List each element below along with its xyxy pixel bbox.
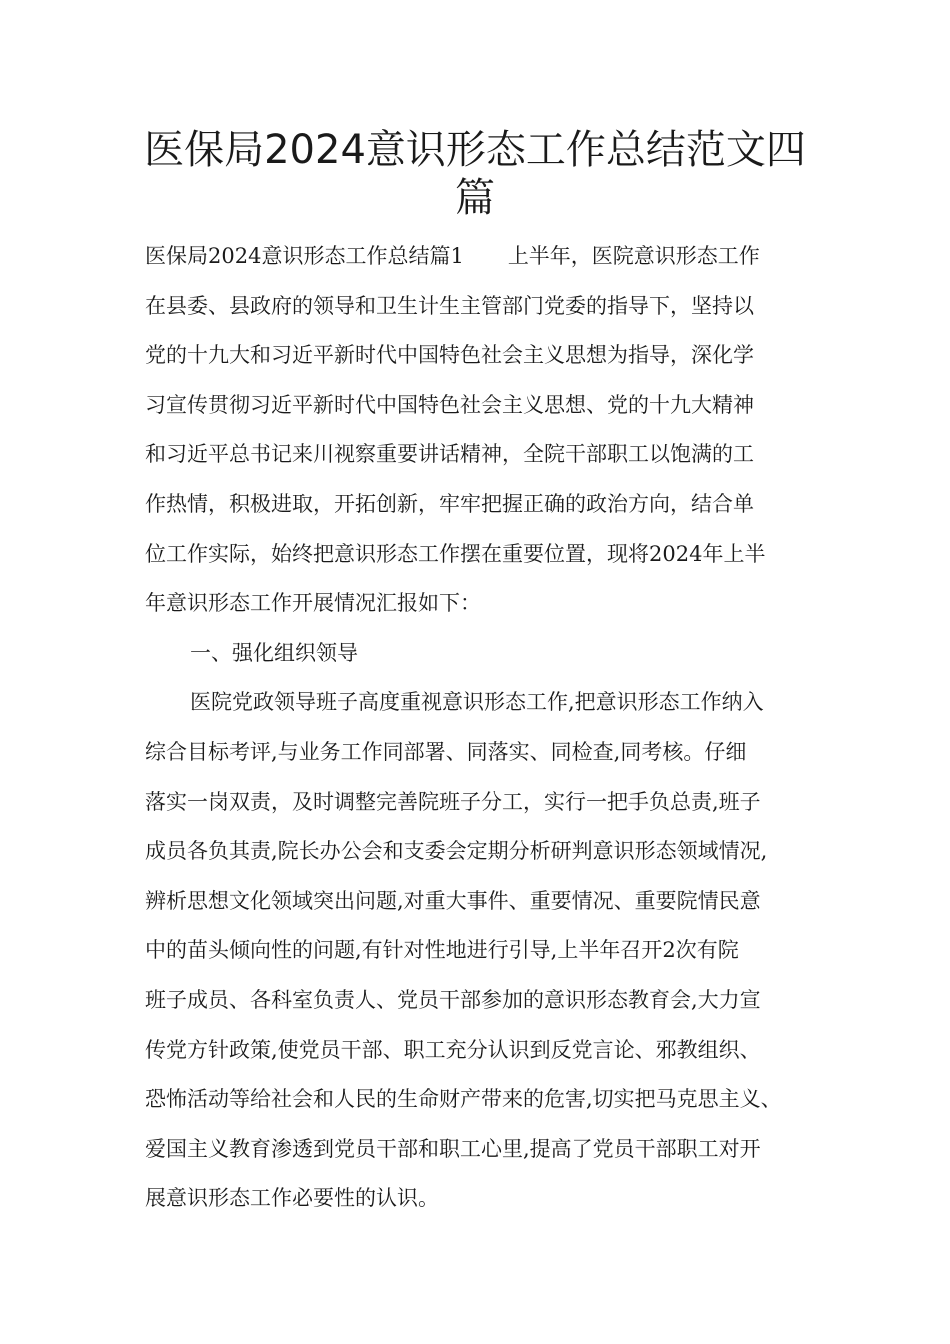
document-body	[145, 232, 825, 1224]
paragraph-line: 展意识形态工作必要性的认识。	[145, 1186, 439, 1211]
paragraph-line: 班子成员、各科室负责人、党员干部参加的意识形态教育会,大力宣	[145, 987, 761, 1012]
section-heading: 一、强化组织领导	[190, 640, 358, 665]
paragraph-first-line: 医院党政领导班子高度重视意识形态工作,把意识形态工作纳入	[190, 690, 764, 715]
paragraph-line: 爱国主义教育渗透到党员干部和职工心里,提高了党员干部职工对开	[145, 1136, 761, 1161]
paragraph-line: 中的苗头倾向性的问题,有针对性地进行引导,上半年召开2次有院	[145, 938, 739, 963]
title-line-1: 医保局2024意识形态工作总结范文四	[144, 127, 806, 173]
intro-heading: 医保局2024意识形态工作总结篇1	[145, 244, 464, 268]
paragraph-line: 和习近平总书记来川视察重要讲话精神，全院干部职工以饱满的工	[145, 442, 754, 467]
paragraph-line: 综合目标考评,与业务工作同部署、同落实、同检查,同考核。仔细	[145, 739, 747, 764]
paragraph-line: 传党方针政策,使党员干部、职工充分认识到反党言论、邪教组织、	[145, 1037, 761, 1062]
paragraph-line: 年意识形态工作开展情况汇报如下：	[145, 591, 481, 616]
paragraph-line: 位工作实际，始终把意识形态工作摆在重要位置，现将2024年上半	[145, 541, 766, 566]
paragraph-line: 作热情，积极进取，开拓创新，牢牢把握正确的政治方向，结合单	[145, 491, 754, 516]
paragraph-line: 落实一岗双责，及时调整完善院班子分工，实行一把手负总责,班子	[145, 789, 761, 814]
paragraph-line: 辨析思想文化领域突出问题,对重大事件、重要情况、重要院情民意	[145, 888, 761, 913]
intro-first-line-text: 上半年，医院意识形态工作	[507, 244, 760, 268]
intro-first-line	[145, 232, 825, 282]
paragraph-line: 党的十九大和习近平新时代中国特色社会主义思想为指导，深化学	[145, 343, 754, 368]
title-line-2: 篇	[455, 175, 495, 221]
document-title	[100, 126, 850, 222]
paragraph-line: 在县委、县政府的领导和卫生计生主管部门党委的指导下，坚持以	[145, 293, 754, 318]
paragraph-line: 恐怖活动等给社会和人民的生命财产带来的危害,切实把马克思主义、	[145, 1087, 782, 1112]
paragraph-line: 成员各负其责,院长办公会和支委会定期分析研判意识形态领域情况,	[145, 839, 768, 864]
paragraph-line: 习宣传贯彻习近平新时代中国特色社会主义思想、党的十九大精神	[145, 392, 754, 417]
